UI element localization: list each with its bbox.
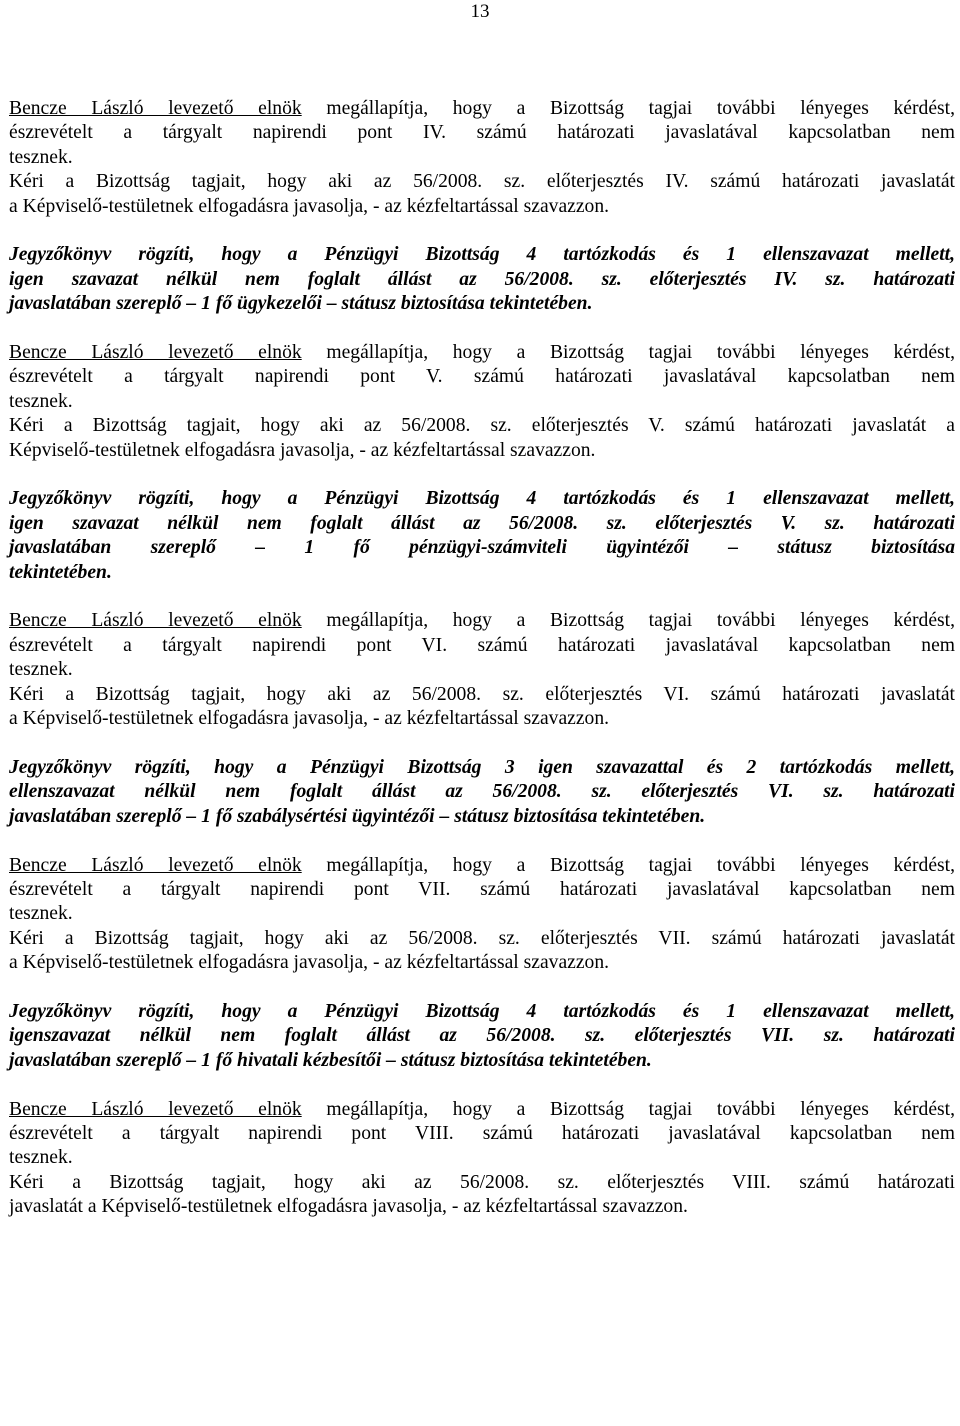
text-line: észrevételt a tárgyalt napirendi pont IV. számú határozati javaslatával kapcsolatban nem — [9, 122, 955, 144]
text-line: Kéri a Bizottság tagjait, hogy aki az 56/2008. sz. előterjesztés V. számú határozati javaslatát a — [9, 415, 955, 437]
text-line: tesznek. — [9, 659, 73, 681]
text-line: észrevételt a tárgyalt napirendi pont VIII. számú határozati javaslatával kapcsolatban nem — [9, 1122, 955, 1144]
text-line: Kéri a Bizottság tagjait, hogy aki az 56/2008. sz. előterjesztés VII. számú határozati javaslatát — [9, 927, 955, 949]
text-line: Bencze László levezető elnök megállapítja, hogy a Bizottság tagjai további lényeges kérdést, — [9, 1098, 955, 1120]
resolution-v — [9, 487, 955, 585]
text-line: a Képviselő-testületnek elfogadásra javasolja, - az kézfeltartással szavazzon. — [9, 708, 610, 730]
chair-name: Bencze László levezető elnök — [9, 98, 302, 119]
text-line: ellenszavazat nélkül nem foglalt állást az 56/2008. sz. előterjesztés VI. sz. határozati — [9, 781, 955, 803]
text-line: javaslatában szereplő – 1 fő ügykezelői – státusz biztosítása tekintetében. — [9, 293, 593, 315]
text-line: javaslatában szereplő – 1 fő pénzügyi-számviteli ügyintézői – státusz biztosítása — [9, 537, 955, 559]
text-line: Jegyzőkönyv rögzíti, hogy a Pénzügyi Bizottság 4 tartózkodás és 1 ellenszavazat mellett, — [9, 488, 955, 510]
resolution-iv — [9, 243, 955, 316]
text-line: észrevételt a tárgyalt napirendi pont VII. számú határozati javaslatával kapcsolatban nem — [9, 878, 955, 900]
chair-statement-v — [9, 341, 955, 463]
text-line: Jegyzőkönyv rögzíti, hogy a Pénzügyi Bizottság 3 igen szavazattal és 2 tartózkodás mellett, — [9, 756, 955, 778]
text-line: tesznek. — [9, 903, 73, 925]
page-number: 13 — [470, 1, 490, 22]
text-line: Bencze László levezető elnök megállapítja, hogy a Bizottság tagjai további lényeges kérdést, — [9, 610, 955, 632]
text-line: tesznek. — [9, 1147, 73, 1169]
resolution-vii — [9, 1000, 955, 1073]
chair-name: Bencze László levezető elnök — [9, 342, 302, 364]
text-line: Jegyzőkönyv rögzíti, hogy a Pénzügyi Bizottság 4 tartózkodás és 1 ellenszavazat mellett, — [9, 1000, 955, 1022]
document-body — [9, 97, 955, 1220]
text-line: Kéri a Bizottság tagjait, hogy aki az 56/2008. sz. előterjesztés VI. számú határozati javaslatát — [9, 683, 955, 705]
text-line: javaslatában szereplő – 1 fő szabálysértési ügyintézői – státusz biztosítása tekintetében. — [9, 805, 706, 827]
text-line: Bencze László levezető elnök megállapítja, hogy a Bizottság tagjai további lényeges kérdést, — [9, 98, 955, 119]
text-line: tesznek. — [9, 146, 73, 168]
chair-statement-iv — [9, 97, 955, 219]
chair-name: Bencze László levezető elnök — [9, 854, 302, 876]
text-line: észrevételt a tárgyalt napirendi pont VI. számú határozati javaslatával kapcsolatban nem — [9, 634, 955, 656]
text-line: tekintetében. — [9, 561, 112, 583]
text-line: javaslatában szereplő – 1 fő hivatali kézbesítői – státusz biztosítása tekintetében. — [9, 1049, 652, 1071]
text-line: Képviselő-testületnek elfogadásra javasolja, - az kézfeltartással szavazzon. — [9, 439, 596, 461]
text-line: a Képviselő-testületnek elfogadásra javasolja, - az kézfeltartással szavazzon. — [9, 952, 610, 974]
text-line: tesznek. — [9, 390, 73, 412]
text-line: Jegyzőkönyv rögzíti, hogy a Pénzügyi Bizottság 4 tartózkodás és 1 ellenszavazat mellett, — [9, 244, 955, 266]
text-line: javaslatát a Képviselő-testületnek elfogadásra javasolja, - az kézfeltartással szavazzon. — [9, 1196, 688, 1218]
chair-name: Bencze László levezető elnök — [9, 610, 302, 632]
text-line: Bencze László levezető elnök megállapítja, hogy a Bizottság tagjai további lényeges kérdést, — [9, 854, 955, 876]
chair-name: Bencze László levezető elnök — [9, 1098, 302, 1120]
chair-statement-vii — [9, 854, 955, 976]
text-line: igen szavazat nélkül nem foglalt állást az 56/2008. sz. előterjesztés IV. sz. határozati — [9, 268, 955, 290]
text-line: igenszavazat nélkül nem foglalt állást az 56/2008. sz. előterjesztés VII. sz. határozati — [9, 1025, 955, 1047]
text-line: a Képviselő-testületnek elfogadásra javasolja, - az kézfeltartással szavazzon. — [9, 195, 610, 217]
text-line: Bencze László levezető elnök megállapítja, hogy a Bizottság tagjai további lényeges kérdést, — [9, 342, 955, 364]
text-line: Kéri a Bizottság tagjait, hogy aki az 56/2008. sz. előterjesztés IV. számú határozati javaslatát — [9, 171, 955, 193]
resolution-vi — [9, 756, 955, 829]
text-line: észrevételt a tárgyalt napirendi pont V. számú határozati javaslatával kapcsolatban nem — [9, 366, 955, 388]
text-line: igen szavazat nélkül nem foglalt állást az 56/2008. sz. előterjesztés V. sz. határozati — [9, 512, 955, 534]
chair-statement-viii — [9, 1098, 955, 1220]
chair-statement-vi — [9, 609, 955, 731]
text-line: Kéri a Bizottság tagjait, hogy aki az 56/2008. sz. előterjesztés VIII. számú határozati — [9, 1171, 955, 1193]
